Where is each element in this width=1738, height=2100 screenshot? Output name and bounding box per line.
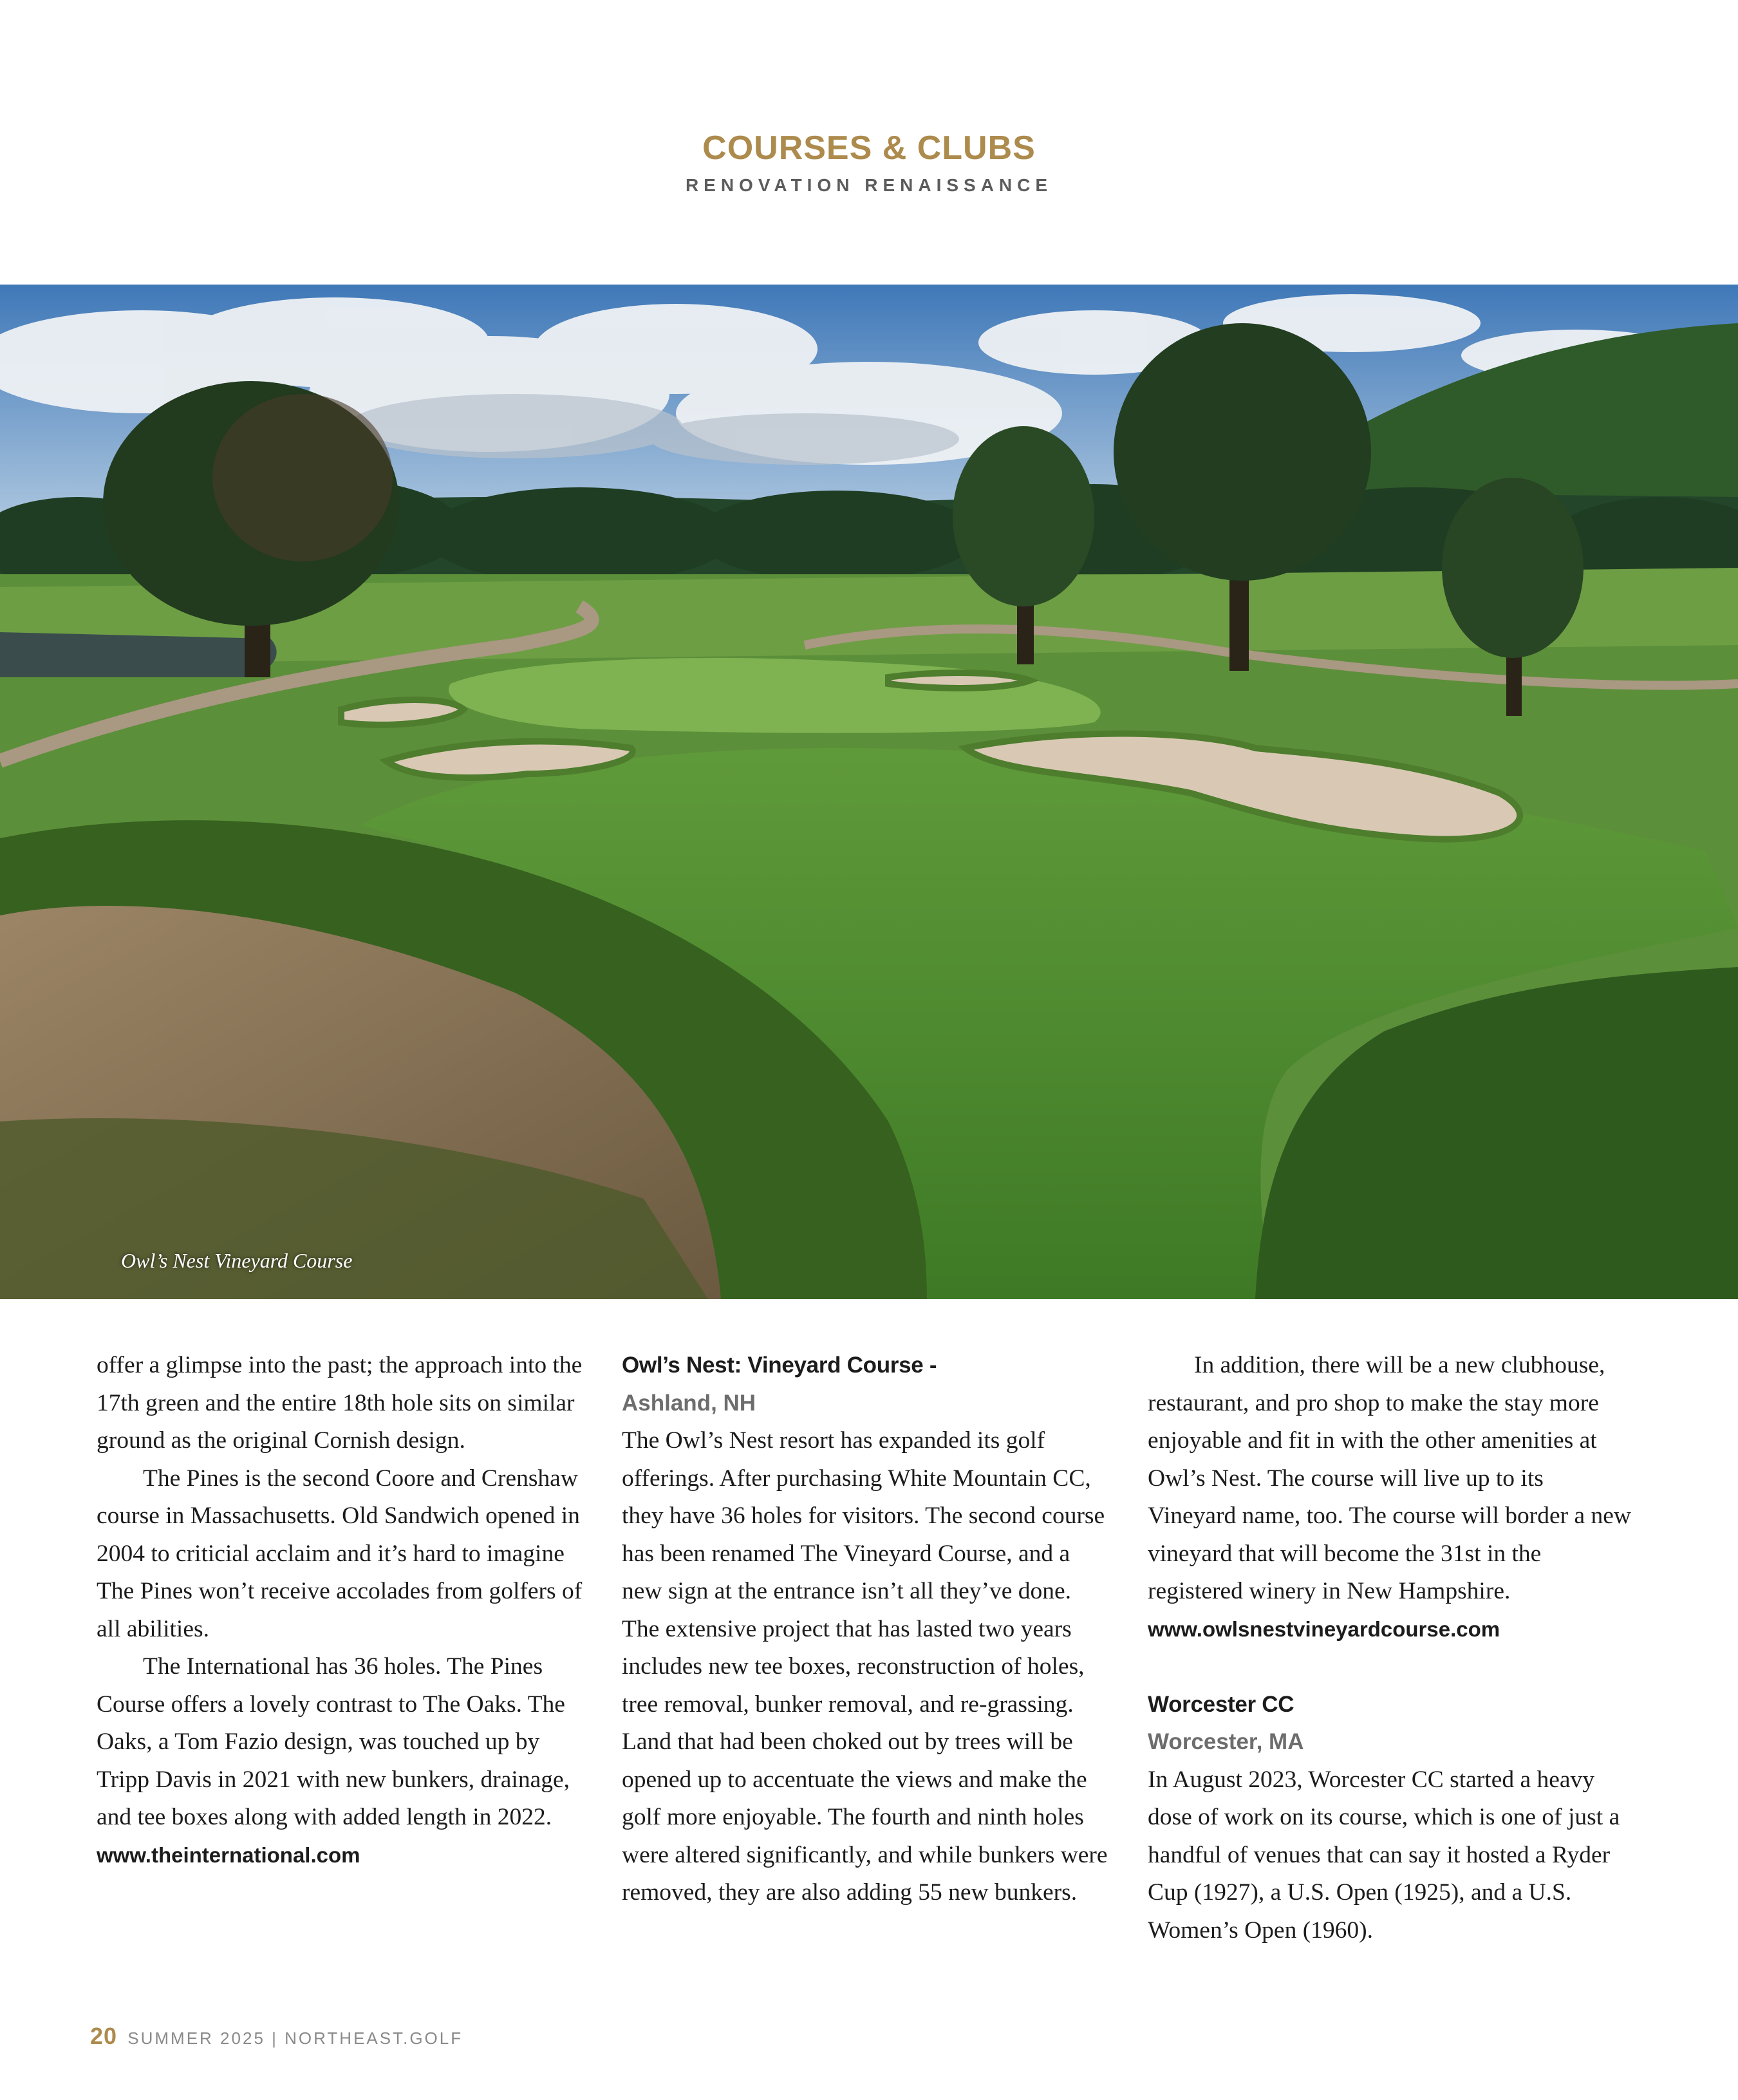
owls-nest-heading: Owl’s Nest: Vineyard Course - [622,1353,937,1378]
paragraph: In addition, there will be a new clubhouse, restaurant, and pro shop to make the stay more enjoyable and fit in with the other amenities at Owl’s Nest. The course will live up to its Vineyard name, too. The course will border a new vineyard that will become the 31st in the registered winery in New Hampshire. [1148,1352,1631,1604]
golf-course-illustration [0,285,1738,1299]
spacer [1148,1648,1637,1686]
article-column-3 [1148,1347,1637,1949]
article-column-1 [97,1347,586,1874]
international-website-link[interactable]: www.theinternational.com [97,1842,360,1867]
owls-nest-website-link[interactable]: www.owlsnestvineyardcourse.com [1148,1617,1500,1641]
paragraph: In August 2023, Worcester CC started a heavy dose of work on its course, which is one of just a handful of venues that can say it hosted a Ryder Cup (1927), a U.S. Open (1925), and a U.S. Women’s Open (1960). [1148,1766,1620,1944]
course-photo [0,285,1738,1299]
worcester-location: Worcester, MA [1148,1729,1304,1754]
paragraph: The Owl’s Nest resort has expanded its golf offerings. After purchasing White Mountain CC, they have 36 holes for visitors. The second course has been renamed The Vineyard Course, and a new sign at the entrance isn’t all they’ve done. The extensive project that has lasted two years includes new tee boxes, reconstruction of holes, tree removal, bunker removal, and re-grassing. Land that had been choked out by trees will be opened up to accentuate the views and make the golf more enjoyable. The fourth and ninth holes were altered significantly, and while bunkers were removed, they are also adding 55 new bunkers. [622,1427,1108,1906]
worcester-heading: Worcester CC [1148,1691,1294,1717]
article-column-2 [622,1347,1111,1912]
owls-nest-location: Ashland, NH [622,1390,756,1416]
page-number: 20 [90,2023,118,2049]
page-footer [90,2023,463,2050]
section-header [0,129,1738,197]
paragraph: The International has 36 holes. The Pines Course offers a lovely contrast to The Oaks. The Oaks, a Tom Fazio design, was touched up by Tripp Davis in 2021 with new bunkers, drainage, and tee boxes along with added length in 2022. [97,1653,570,1830]
paragraph: The Pines is the second Coore and Crenshaw course in Massachusetts. Old Sandwich opened in 2004 to criticial acclaim and it’s hard to imagine The Pines won’t receive accolades from golfers of all abilities. [97,1465,583,1642]
photo-caption: Owl’s Nest Vineyard Course [121,1249,353,1272]
footer-publication: SUMMER 2025 | NORTHEAST.GOLF [127,2029,463,2048]
paragraph: offer a glimpse into the past; the approach into the 17th green and the entire 18th hole sits on similar ground as the original Cornish design. [97,1352,583,1454]
section-subtitle: RENOVATION RENAISSANCE [685,175,1053,195]
section-title: COURSES & CLUBS [702,129,1036,167]
